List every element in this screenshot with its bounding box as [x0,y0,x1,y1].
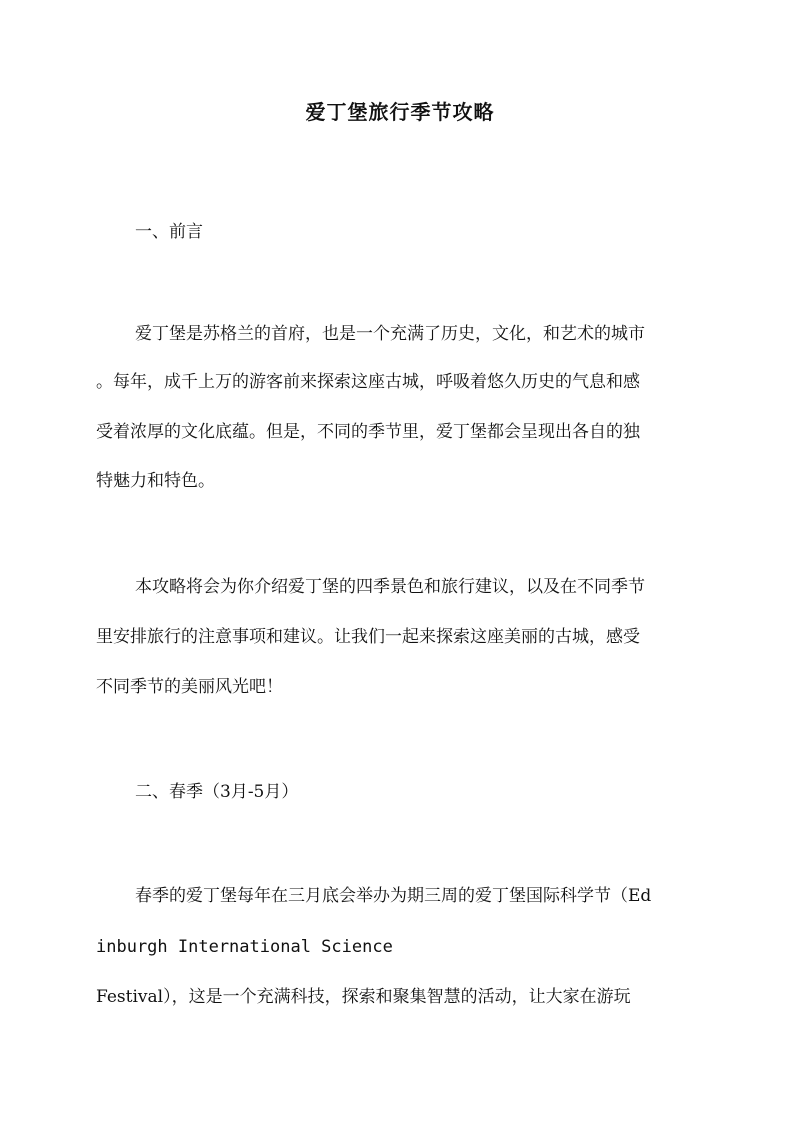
document-title: 爱丁堡旅行季节攻略 [305,100,495,124]
paragraph-line: 里安排旅行的注意事项和建议。让我们一起来探索这座美丽的古城，感受 [96,627,640,647]
paragraph-line: Festival），这是一个充满科技，探索和聚集智慧的活动，让大家在游玩 [96,987,631,1007]
paragraph-line: 。每年，成千上万的游客前来探索这座古城，呼吸着悠久历史的气息和感 [96,372,640,392]
paragraph-line: 特魅力和特色。 [96,471,215,491]
paragraph-line: 本攻略将会为你介绍爱丁堡的四季景色和旅行建议，以及在不同季节 [135,577,645,597]
paragraph-line: 不同季节的美丽风光吧！ [96,677,283,697]
paragraph-line: 春季的爱丁堡每年在三月底会举办为期三周的爱丁堡国际科学节（Ed [135,886,652,906]
section-heading-preface: 一、前言 [135,222,203,242]
paragraph-line: 受着浓厚的文化底蕴。但是，不同的季节里，爱丁堡都会呈现出各自的独 [96,422,640,442]
section-heading-spring: 二、春季（3月-5月） [135,782,299,802]
paragraph-line: 爱丁堡是苏格兰的首府，也是一个充满了历史，文化，和艺术的城市 [135,324,645,344]
paragraph-line: inburgh International Science [96,937,393,957]
